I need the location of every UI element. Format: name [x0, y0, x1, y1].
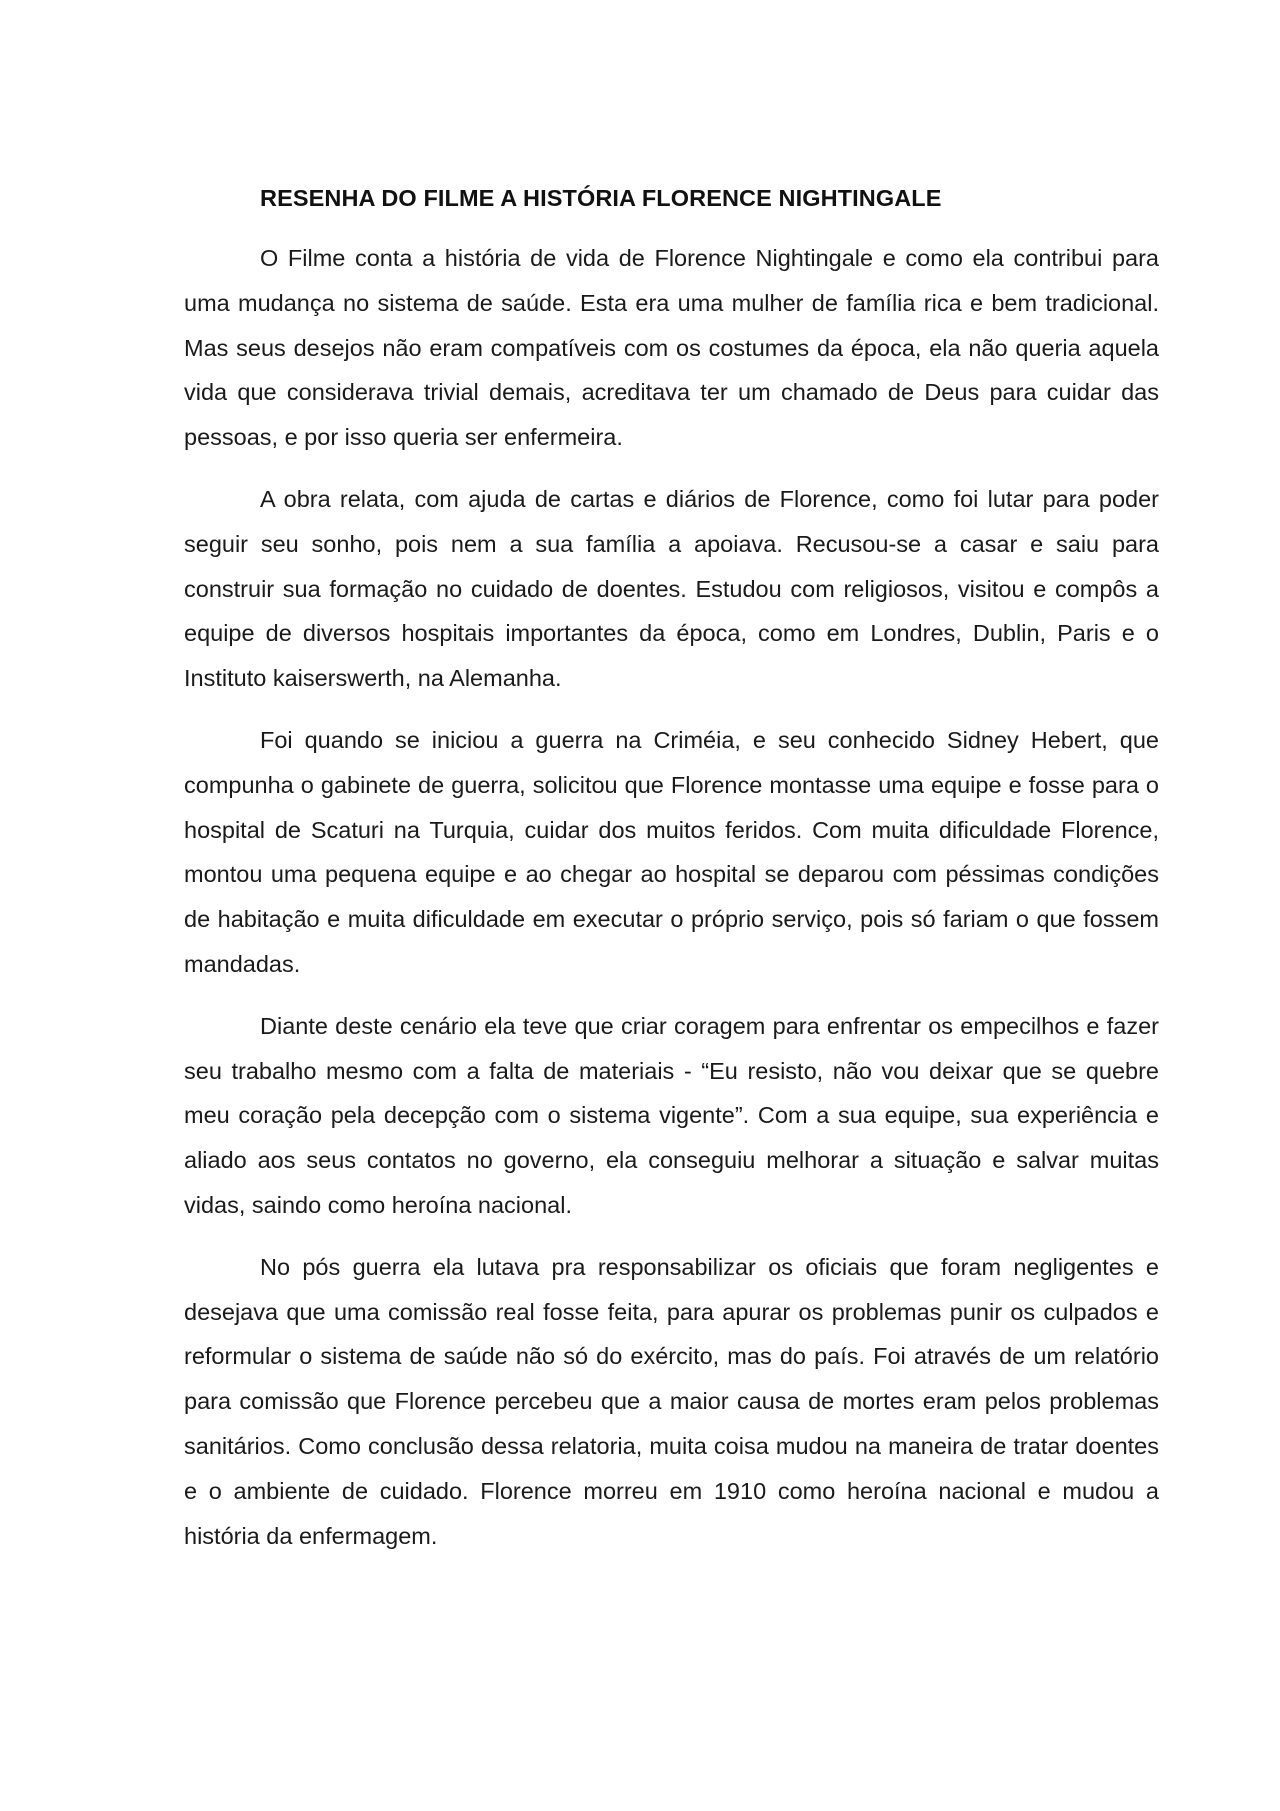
paragraph-intro: O Filme conta a história de vida de Florence Nightingale e como ela contribui para uma mudança no sistema de saúde. Esta era uma mulher de família rica e bem tradicional. Mas seus desejos não eram compatíveis com os costumes da época, ela não queria aquela vida que considerava trivial demais, acreditava ter um chamado de Deus para cuidar das pessoas, e por isso queria ser enfermeira. — [184, 245, 1159, 451]
document-body — [184, 180, 1159, 1575]
paragraph-courage: Diante deste cenário ela teve que criar coragem para enfrentar os empecilhos e fazer seu trabalho mesmo com a falta de materiais - “Eu resisto, não vou deixar que se quebre meu coração pela decepção com o sistema vigente”. Com a sua equipe, sua experiência e aliado aos seus contatos no governo, ela conseguiu melhorar a situação e salvar muitas vidas, saindo como heroína nacional. — [184, 1012, 1159, 1218]
paragraph-crimean-war: Foi quando se iniciou a guerra na Criméia, e seu conhecido Sidney Hebert, que compunha o gabinete de guerra, solicitou que Florence montasse uma equipe e fosse para o hospital de Scaturi na Turquia, cuidar dos muitos feridos. Com muita dificuldade Florence, montou uma pequena equipe e ao chegar ao hospital se deparou com péssimas condições de habitação e muita dificuldade em executar o próprio serviço, pois só fariam o que fossem mandadas. — [184, 726, 1159, 977]
paragraph-post-war: No pós guerra ela lutava pra responsabilizar os oficiais que foram negligentes e desejava que uma comissão real fosse feita, para apurar os problemas punir os culpados e reformular o sistema de saúde não só do exército, mas do país. Foi através de um relatório para comissão que Florence percebeu que a maior causa de mortes eram pelos problemas sanitários. Como conclusão dessa relatoria, muita coisa mudou na maneira de tratar doentes e o ambiente de cuidado. Florence morreu em 1910 como heroína nacional e mudou a história da enfermagem. — [184, 1253, 1159, 1549]
paragraph-formation: A obra relata, com ajuda de cartas e diários de Florence, como foi lutar para poder seguir seu sonho, pois nem a sua família a apoiava. Recusou-se a casar e saiu para construir sua formação no cuidado de doentes. Estudou com religiosos, visitou e compôs a equipe de diversos hospitais importantes da época, como em Londres, Dublin, Paris e o Instituto kaiserswerth, na Alemanha. — [184, 485, 1159, 692]
document-title: RESENHA DO FILME A HISTÓRIA FLORENCE NIGHTINGALE — [260, 185, 942, 211]
